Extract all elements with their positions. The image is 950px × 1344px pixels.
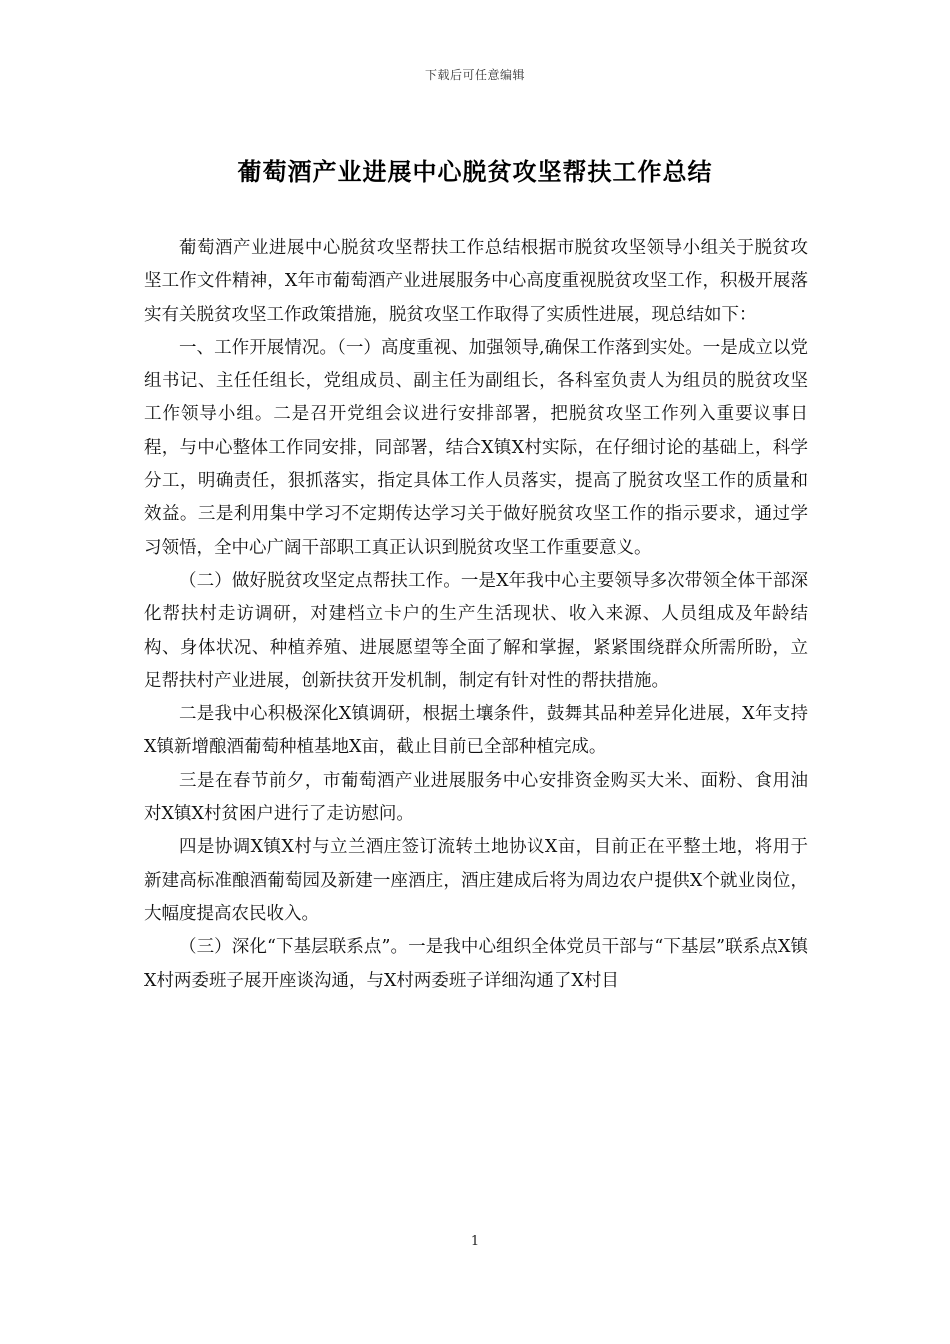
paragraph-section-1: 一、工作开展情况。（一）高度重视、加强领导,确保工作落到实处。一是成立以党组书记、主任任组长，党组成员、副主任为副组长，各科室负责人为组员的脱贫攻坚工作领导小组。二是召开党组会议进行安排部署，把脱贫攻坚工作列入重要议事日程，与中心整体工作同安排，同部署，结合X镇X村实际，在仔细讨论的基础上，科学分工，明确责任，狠抓落实，指定具体工作人员落实，提高了脱贫攻坚工作的质量和效益。三是利用集中学习不定期传达学习关于做好脱贫攻坚工作的指示要求，通过学习领悟，全中心广阔干部职工真正认识到脱贫攻坚工作重要意义。: [144, 337, 808, 558]
page-number: 1: [470, 1234, 480, 1249]
paragraph-item-2: 二是我中心积极深化X镇调研，根据土壤条件，鼓舞其品种差异化进展，X年支持X镇新增酿酒葡萄种植基地X亩，截止目前已全部种植完成。: [144, 704, 808, 758]
paragraph-item-4: 四是协调X镇X村与立兰酒庄签订流转土地协议X亩，目前正在平整土地，将用于新建高标准酿酒葡萄园及新建一座酒庄，酒庄建成后将为周边农户提供X个就业岗位，大幅度提高农民收入。: [144, 837, 808, 924]
header-note: 下载后可任意编辑: [424, 68, 525, 82]
document-title: 葡萄酒产业进展中心脱贫攻坚帮扶工作总结: [237, 157, 713, 186]
paragraph-section-2: （二）做好脱贫攻坚定点帮扶工作。一是X年我中心主要领导多次带领全体干部深化帮扶村走访调研，对建档立卡户的生产生活现状、收入来源、人员组成及年龄结构、身体状况、种植养殖、进展愿望等全面了解和掌握，紧紧围绕群众所需所盼，立足帮扶村产业进展，创新扶贫开发机制，制定有针对性的帮扶措施。: [144, 570, 808, 691]
document-body: [144, 232, 808, 998]
paragraph-item-3: 三是在春节前夕，市葡萄酒产业进展服务中心安排资金购买大米、面粉、食用油对X镇X村贫困户进行了走访慰问。: [144, 770, 808, 825]
paragraph-section-3: （三）深化“下基层联系点”。一是我中心组织全体党员干部与“下基层”联系点X镇X村两委班子展开座谈沟通，与X村两委班子详细沟通了X村目: [144, 937, 808, 991]
paragraph-intro: 葡萄酒产业进展中心脱贫攻坚帮扶工作总结根据市脱贫攻坚领导小组关于脱贫攻坚工作文件精神，X年市葡萄酒产业进展服务中心高度重视脱贫攻坚工作，积极开展落实有关脱贫攻坚工作政策措施，脱贫攻坚工作取得了实质性进展，现总结如下：: [144, 238, 808, 325]
